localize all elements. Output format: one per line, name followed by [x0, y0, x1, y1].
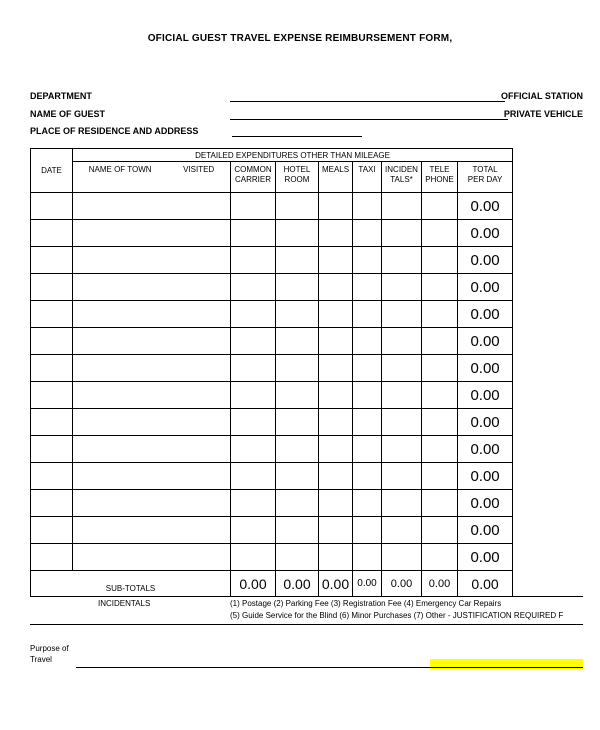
cell-incidentals[interactable] — [382, 517, 422, 544]
name-of-guest-label: NAME OF GUEST — [30, 109, 106, 119]
cell-taxi[interactable] — [353, 517, 382, 544]
cell-taxi[interactable] — [353, 409, 382, 436]
expense-row — [31, 382, 513, 409]
cell-incidentals[interactable] — [382, 490, 422, 517]
cell-town[interactable] — [73, 220, 231, 247]
cell-meals[interactable] — [319, 355, 353, 382]
cell-telephone[interactable] — [422, 355, 458, 382]
expense-row — [31, 544, 513, 571]
private-vehicle-label: PRIVATE VEHICLE — [503, 109, 583, 119]
cell-telephone[interactable] — [422, 247, 458, 274]
cell-total-per-day: 0.00 — [458, 355, 513, 382]
cell-total-per-day: 0.00 — [458, 247, 513, 274]
cell-meals[interactable] — [319, 193, 353, 220]
cell-common-carrier[interactable] — [231, 328, 276, 355]
cell-total-per-day: 0.00 — [458, 301, 513, 328]
column-header: TELE PHONE — [422, 162, 458, 193]
cell-total-per-day: 0.00 — [458, 274, 513, 301]
cell-date[interactable] — [31, 274, 73, 301]
cell-town[interactable] — [73, 301, 231, 328]
table-banner: DETAILED EXPENDITURES OTHER THAN MILEAGE — [73, 149, 513, 162]
cell-town[interactable] — [73, 436, 231, 463]
purpose-of-travel-input-line[interactable] — [76, 667, 583, 668]
cell-date[interactable] — [31, 193, 73, 220]
cell-telephone[interactable] — [422, 274, 458, 301]
expense-row — [31, 193, 513, 220]
cell-meals[interactable] — [319, 517, 353, 544]
cell-meals[interactable] — [319, 544, 353, 571]
cell-taxi[interactable] — [353, 274, 382, 301]
subtotal-telephone: 0.00 — [422, 571, 458, 597]
cell-incidentals[interactable] — [382, 436, 422, 463]
cell-telephone[interactable] — [422, 463, 458, 490]
cell-total-per-day: 0.00 — [458, 463, 513, 490]
cell-hotel-room[interactable] — [276, 301, 319, 328]
cell-common-carrier[interactable] — [231, 517, 276, 544]
cell-meals[interactable] — [319, 220, 353, 247]
cell-total-per-day: 0.00 — [458, 544, 513, 571]
cell-total-per-day: 0.00 — [458, 490, 513, 517]
cell-total-per-day: 0.00 — [458, 328, 513, 355]
incidentals-notes — [230, 598, 563, 622]
subtotal-incidentals: 0.00 — [382, 571, 422, 597]
column-header: NAME OF TOWN VISITED — [73, 162, 231, 193]
cell-meals[interactable] — [319, 436, 353, 463]
expense-row — [31, 463, 513, 490]
subtotals-label: SUB-TOTALS — [31, 571, 231, 597]
cell-total-per-day: 0.00 — [458, 409, 513, 436]
cell-date[interactable] — [31, 463, 73, 490]
cell-common-carrier[interactable] — [231, 220, 276, 247]
incidentals-note-line1: (1) Postage (2) Parking Fee (3) Registration Fee (4) Emergency Car Repairs — [230, 599, 502, 608]
expense-rows — [31, 193, 513, 571]
cell-town[interactable] — [73, 463, 231, 490]
cell-taxi[interactable] — [353, 436, 382, 463]
cell-meals[interactable] — [319, 328, 353, 355]
official-station-label: OFFICIAL STATION — [501, 91, 583, 101]
cell-taxi[interactable] — [353, 247, 382, 274]
cell-town[interactable] — [73, 274, 231, 301]
cell-town[interactable] — [73, 517, 231, 544]
expense-row — [31, 409, 513, 436]
cell-common-carrier[interactable] — [231, 544, 276, 571]
column-header-row — [31, 162, 513, 193]
subtotal-common-carrier: 0.00 — [231, 571, 276, 597]
expense-row — [31, 220, 513, 247]
place-of-residence-label: PLACE OF RESIDENCE AND ADDRESS — [30, 126, 199, 136]
cell-hotel-room[interactable] — [276, 517, 319, 544]
column-header: HOTEL ROOM — [276, 162, 319, 193]
cell-hotel-room[interactable] — [276, 220, 319, 247]
cell-date[interactable] — [31, 517, 73, 544]
purpose-label-line1: Purpose of — [30, 644, 69, 653]
cell-date[interactable] — [31, 301, 73, 328]
cell-date[interactable] — [31, 436, 73, 463]
expense-row — [31, 355, 513, 382]
purpose-label-line2: Travel — [30, 655, 52, 664]
cell-town[interactable] — [73, 247, 231, 274]
cell-total-per-day: 0.00 — [458, 436, 513, 463]
column-header: TAXI — [353, 162, 382, 193]
expense-row — [31, 517, 513, 544]
cell-date[interactable] — [31, 328, 73, 355]
cell-date[interactable] — [31, 409, 73, 436]
subtotals-row — [31, 571, 513, 597]
banner-row — [31, 149, 513, 162]
cell-incidentals[interactable] — [382, 463, 422, 490]
subtotal-taxi: 0.00 — [353, 571, 382, 597]
expense-table — [30, 148, 513, 597]
cell-town[interactable] — [73, 490, 231, 517]
cell-incidentals[interactable] — [382, 544, 422, 571]
purpose-of-travel-label — [30, 643, 69, 665]
cell-date[interactable] — [31, 490, 73, 517]
cell-incidentals[interactable] — [382, 382, 422, 409]
cell-incidentals[interactable] — [382, 301, 422, 328]
cell-meals[interactable] — [319, 274, 353, 301]
cell-taxi[interactable] — [353, 328, 382, 355]
cell-telephone[interactable] — [422, 193, 458, 220]
department-input-line[interactable] — [230, 90, 505, 102]
cell-telephone[interactable] — [422, 490, 458, 517]
cell-town[interactable] — [73, 544, 231, 571]
cell-common-carrier[interactable] — [231, 463, 276, 490]
cell-common-carrier[interactable] — [231, 490, 276, 517]
cell-common-carrier[interactable] — [231, 247, 276, 274]
subtotal-meals: 0.00 — [319, 571, 353, 597]
cell-common-carrier[interactable] — [231, 355, 276, 382]
cell-telephone[interactable] — [422, 544, 458, 571]
cell-taxi[interactable] — [353, 544, 382, 571]
cell-total-per-day: 0.00 — [458, 517, 513, 544]
cell-meals[interactable] — [319, 409, 353, 436]
name-of-guest-input-line[interactable] — [230, 108, 508, 120]
cell-common-carrier[interactable] — [231, 274, 276, 301]
cell-incidentals[interactable] — [382, 193, 422, 220]
cell-total-per-day: 0.00 — [458, 220, 513, 247]
cell-town[interactable] — [73, 355, 231, 382]
cell-hotel-room[interactable] — [276, 382, 319, 409]
cell-telephone[interactable] — [422, 220, 458, 247]
cell-taxi[interactable] — [353, 301, 382, 328]
cell-incidentals[interactable] — [382, 409, 422, 436]
cell-telephone[interactable] — [422, 409, 458, 436]
cell-total-per-day: 0.00 — [458, 193, 513, 220]
incidentals-label: INCIDENTALS — [98, 599, 151, 608]
cell-town[interactable] — [73, 409, 231, 436]
cell-meals[interactable] — [319, 463, 353, 490]
expense-row — [31, 490, 513, 517]
cell-hotel-room[interactable] — [276, 490, 319, 517]
incidentals-note-line2: (5) Guide Service for the Blind (6) Minor Purchases (7) Other - JUSTIFICATION REQUIRED F — [230, 611, 564, 620]
subtotal-total-per-day: 0.00 — [458, 571, 513, 597]
column-header: INCIDEN TALS* — [382, 162, 422, 193]
cell-incidentals[interactable] — [382, 220, 422, 247]
cell-incidentals[interactable] — [382, 328, 422, 355]
expense-row — [31, 436, 513, 463]
cell-date[interactable] — [31, 355, 73, 382]
cell-hotel-room[interactable] — [276, 436, 319, 463]
subtotal-hotel-room: 0.00 — [276, 571, 319, 597]
expense-row — [31, 301, 513, 328]
form-title: OFICIAL GUEST TRAVEL EXPENSE REIMBURSEMENT FORM, — [147, 33, 453, 44]
column-header: COMMON CARRIER — [231, 162, 276, 193]
divider-line-top — [30, 596, 583, 597]
cell-common-carrier[interactable] — [231, 193, 276, 220]
place-of-residence-input-line[interactable] — [232, 125, 362, 137]
cell-meals[interactable] — [319, 247, 353, 274]
cell-taxi[interactable] — [353, 463, 382, 490]
cell-meals[interactable] — [319, 490, 353, 517]
cell-telephone[interactable] — [422, 436, 458, 463]
expense-row — [31, 274, 513, 301]
department-label: DEPARTMENT — [30, 91, 92, 101]
column-header: MEALS — [319, 162, 353, 193]
cell-hotel-room[interactable] — [276, 355, 319, 382]
cell-hotel-room[interactable] — [276, 247, 319, 274]
cell-town[interactable] — [73, 328, 231, 355]
cell-hotel-room[interactable] — [276, 328, 319, 355]
cell-common-carrier[interactable] — [231, 409, 276, 436]
cell-telephone[interactable] — [422, 301, 458, 328]
cell-date[interactable] — [31, 544, 73, 571]
column-header: TOTAL PER DAY — [458, 162, 513, 193]
cell-taxi[interactable] — [353, 490, 382, 517]
cell-common-carrier[interactable] — [231, 382, 276, 409]
expense-row — [31, 247, 513, 274]
cell-hotel-room[interactable] — [276, 193, 319, 220]
cell-common-carrier[interactable] — [231, 436, 276, 463]
cell-taxi[interactable] — [353, 220, 382, 247]
cell-town[interactable] — [73, 382, 231, 409]
cell-telephone[interactable] — [422, 382, 458, 409]
expense-row — [31, 328, 513, 355]
cell-hotel-room[interactable] — [276, 274, 319, 301]
cell-taxi[interactable] — [353, 355, 382, 382]
cell-date[interactable] — [31, 382, 73, 409]
cell-taxi[interactable] — [353, 382, 382, 409]
cell-total-per-day: 0.00 — [458, 382, 513, 409]
cell-meals[interactable] — [319, 382, 353, 409]
cell-date[interactable] — [31, 220, 73, 247]
cell-taxi[interactable] — [353, 193, 382, 220]
cell-hotel-room[interactable] — [276, 544, 319, 571]
cell-incidentals[interactable] — [382, 274, 422, 301]
cell-hotel-room[interactable] — [276, 409, 319, 436]
cell-town[interactable] — [73, 193, 231, 220]
cell-hotel-room[interactable] — [276, 463, 319, 490]
cell-telephone[interactable] — [422, 328, 458, 355]
cell-meals[interactable] — [319, 301, 353, 328]
divider-line-bottom — [30, 624, 583, 625]
cell-common-carrier[interactable] — [231, 301, 276, 328]
cell-incidentals[interactable] — [382, 247, 422, 274]
cell-date[interactable] — [31, 247, 73, 274]
cell-telephone[interactable] — [422, 517, 458, 544]
column-header-date: DATE — [31, 149, 73, 193]
cell-incidentals[interactable] — [382, 355, 422, 382]
